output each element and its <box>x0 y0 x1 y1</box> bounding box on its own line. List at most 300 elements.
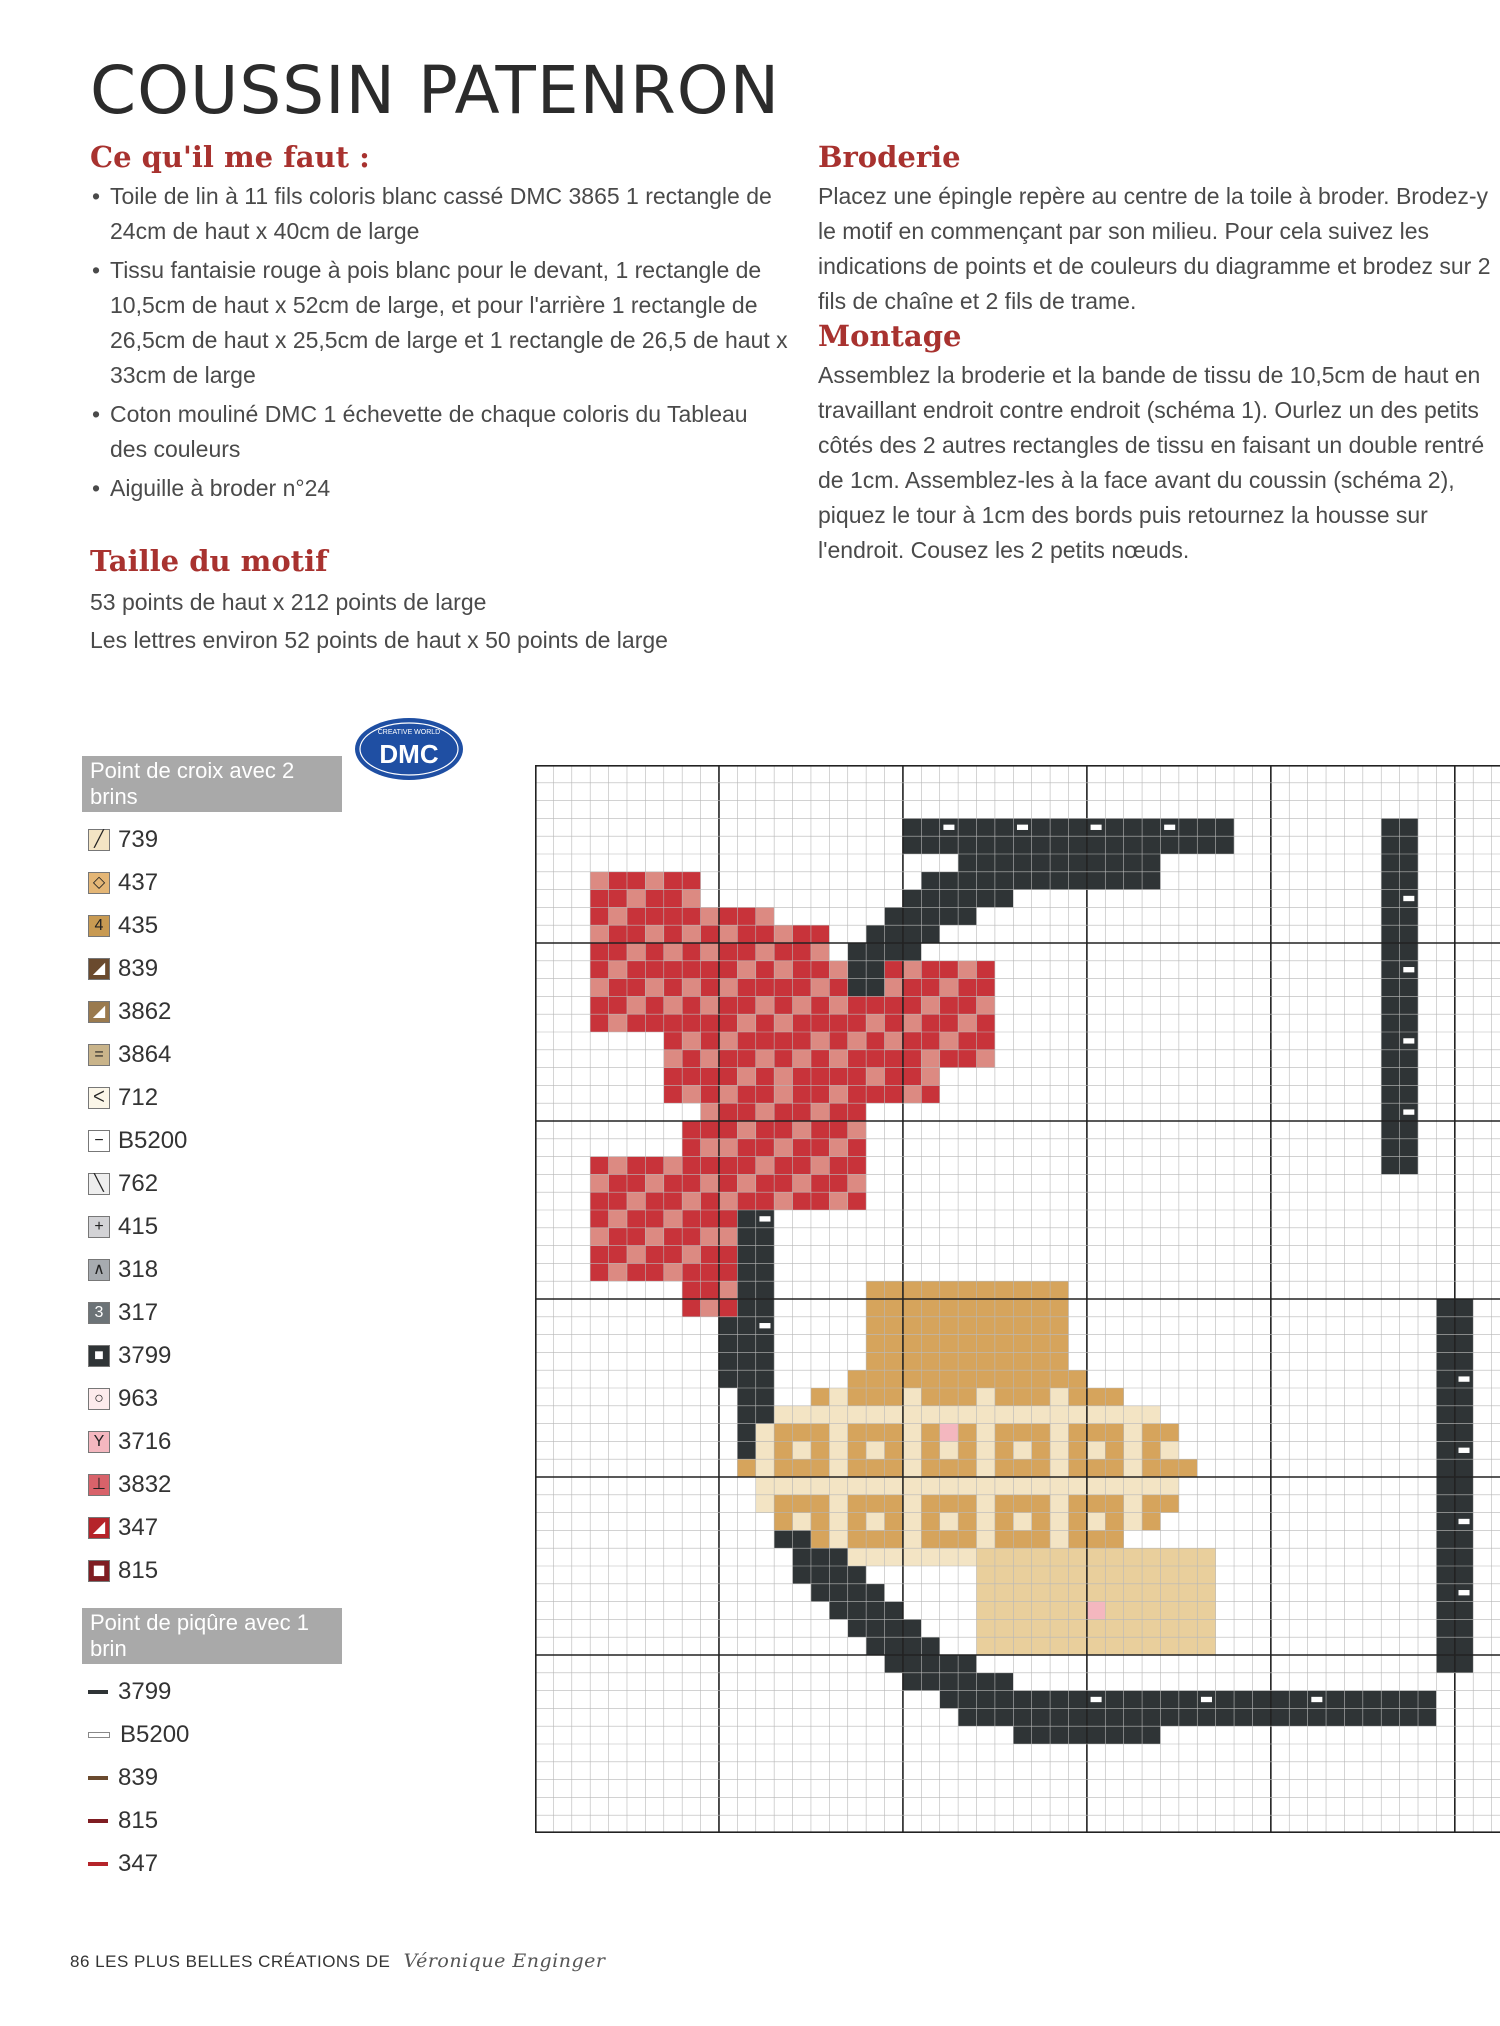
stitch-dark <box>1363 1691 1381 1709</box>
stitch-dark <box>811 1566 829 1584</box>
stitch-dark <box>1032 1726 1050 1744</box>
stitch-cat <box>1142 1513 1160 1531</box>
cross-stitch-chart <box>535 765 1500 1833</box>
stitch-dark <box>1455 1530 1473 1548</box>
stitch-cat <box>1068 1530 1086 1548</box>
stitch-red <box>829 1157 847 1175</box>
stitch-pink <box>866 1014 884 1032</box>
stitch-cat <box>811 1441 829 1459</box>
stitch-dark <box>774 1530 792 1548</box>
stitch-pink <box>664 943 682 961</box>
stitch-dark <box>1197 836 1215 854</box>
stitch-red <box>682 1210 700 1228</box>
stitch-white-dot <box>1458 1376 1469 1381</box>
stitch-dark <box>1455 1352 1473 1370</box>
stitch-cat <box>1032 1637 1050 1655</box>
stitch-dark <box>1050 1726 1068 1744</box>
stitch-red <box>609 996 627 1014</box>
stitch-cat <box>995 1584 1013 1602</box>
stitch-dark <box>1344 1708 1362 1726</box>
stitch-pink <box>737 1174 755 1192</box>
stitch-dark <box>885 1655 903 1673</box>
stitch-pink <box>921 1068 939 1086</box>
stitch-dark <box>921 872 939 890</box>
stitch-cat <box>1142 1602 1160 1620</box>
stitch-cat <box>903 1441 921 1459</box>
stitch-red <box>866 1032 884 1050</box>
stitch-dark <box>1436 1335 1454 1353</box>
stitch-red <box>774 943 792 961</box>
stitch-dark <box>1105 1726 1123 1744</box>
stitch-pink <box>590 872 608 890</box>
stitch-cat <box>1197 1619 1215 1637</box>
stitch-cat <box>958 1281 976 1299</box>
stitch-cat <box>1013 1566 1031 1584</box>
stitch-red <box>682 1157 700 1175</box>
stitch-pink <box>701 907 719 925</box>
stitch-paw <box>1087 1602 1105 1620</box>
stitch-red <box>627 925 645 943</box>
stitch-dark <box>1344 1691 1362 1709</box>
stitch-dark <box>1400 996 1418 1014</box>
stitch-cat <box>1105 1513 1123 1531</box>
stitch-cat <box>1124 1637 1142 1655</box>
stitch-cat <box>1105 1530 1123 1548</box>
stitch-cat <box>1013 1459 1031 1477</box>
stitch-pink <box>627 890 645 908</box>
stitch-dark <box>1381 818 1399 836</box>
stitch-pink <box>793 1050 811 1068</box>
stitch-cat <box>829 1477 847 1495</box>
stitch-cat <box>1142 1495 1160 1513</box>
stitch-dark <box>737 1263 755 1281</box>
stitch-red <box>811 1174 829 1192</box>
stitch-red <box>756 925 774 943</box>
stitch-cat <box>811 1477 829 1495</box>
stitch-cat <box>958 1513 976 1531</box>
stitch-cat <box>1050 1388 1068 1406</box>
stitch-cat <box>885 1530 903 1548</box>
stitch-cat <box>921 1441 939 1459</box>
stitch-cat <box>1142 1548 1160 1566</box>
stitch-dark <box>903 818 921 836</box>
stitch-red <box>848 1050 866 1068</box>
stitch-cat <box>1032 1406 1050 1424</box>
stitch-cat <box>848 1370 866 1388</box>
stitch-pink <box>903 1085 921 1103</box>
stitch-dark <box>903 1655 921 1673</box>
stitch-red <box>664 872 682 890</box>
stitch-dark <box>719 1370 737 1388</box>
stitch-dark <box>1381 996 1399 1014</box>
stitch-red <box>664 925 682 943</box>
stitch-cat <box>940 1513 958 1531</box>
stitch-dark <box>1087 872 1105 890</box>
stitch-dark <box>1381 854 1399 872</box>
stitch-cat <box>1032 1441 1050 1459</box>
stitch-pink <box>701 943 719 961</box>
stitch-dark <box>885 925 903 943</box>
legend-code: 3864 <box>118 1040 172 1068</box>
stitch-cat <box>995 1513 1013 1531</box>
stitch-cat <box>1068 1602 1086 1620</box>
legend-code: 963 <box>118 1384 159 1412</box>
stitch-red <box>737 907 755 925</box>
stitch-pink <box>664 996 682 1014</box>
stitch-dark <box>1142 836 1160 854</box>
stitch-red <box>627 1210 645 1228</box>
stitch-red <box>829 1032 847 1050</box>
stitch-red <box>627 907 645 925</box>
stitch-cat <box>1068 1584 1086 1602</box>
stitch-dark <box>1142 1726 1160 1744</box>
stitch-cat <box>1142 1424 1160 1442</box>
stitch-cat <box>903 1495 921 1513</box>
stitch-dark <box>737 1388 755 1406</box>
stitch-pink <box>719 1085 737 1103</box>
stitch-red <box>682 1299 700 1317</box>
stitch-cat <box>903 1459 921 1477</box>
stitch-pink <box>719 979 737 997</box>
stitch-pink <box>885 1032 903 1050</box>
list-item: • Tissu fantaisie rouge à pois blanc pour le devant, 1 rectangle de 10,5cm de haut x 52cm de large, et pour l'arrière 1 rectangle de 26,5cm de haut x 25,5cm de large et 1 rectangle de 26,5 de haut x 33cm de large <box>90 253 790 393</box>
stitch-red <box>701 1032 719 1050</box>
stitch-red <box>774 996 792 1014</box>
stitch-white-dot <box>1403 896 1414 901</box>
stitch-pink <box>737 1121 755 1139</box>
stitch-dark <box>1142 1691 1160 1709</box>
stitch-pink <box>793 1174 811 1192</box>
stitch-pink <box>701 996 719 1014</box>
stitch-pink <box>609 907 627 925</box>
list-item: • Toile de lin à 11 fils coloris blanc cassé DMC 3865 1 rectangle de 24cm de haut x 40cm de large <box>90 179 790 249</box>
stitch-dark <box>793 1530 811 1548</box>
stitch-pink <box>940 1032 958 1050</box>
stitch-cat <box>903 1406 921 1424</box>
stitch-cat <box>958 1388 976 1406</box>
stitch-cat <box>977 1370 995 1388</box>
stitch-red <box>719 943 737 961</box>
stitch-cat <box>903 1513 921 1531</box>
stitch-dark <box>737 1299 755 1317</box>
stitch-white-dot <box>1458 1448 1469 1453</box>
stitch-dark <box>958 836 976 854</box>
stitch-dark <box>1381 961 1399 979</box>
legend-item <box>82 1549 342 1592</box>
stitch-cat <box>1068 1619 1086 1637</box>
stitch-cat <box>977 1477 995 1495</box>
stitch-red <box>958 996 976 1014</box>
stitch-dark <box>1455 1477 1473 1495</box>
stitch-cat <box>958 1459 976 1477</box>
legend-code: 317 <box>118 1298 159 1326</box>
stitch-cat <box>885 1459 903 1477</box>
stitch-red <box>664 1032 682 1050</box>
stitch-red <box>885 1014 903 1032</box>
stitch-dark <box>1179 1708 1197 1726</box>
stitch-red <box>719 1174 737 1192</box>
stitch-pink <box>609 1263 627 1281</box>
stitch-red <box>774 1032 792 1050</box>
stitch-dark <box>1381 1708 1399 1726</box>
stitch-dark <box>903 1637 921 1655</box>
stitch-cat <box>1050 1495 1068 1513</box>
stitch-cat <box>921 1281 939 1299</box>
stitch-cat <box>1124 1424 1142 1442</box>
stitch-dark <box>977 890 995 908</box>
stitch-cat <box>995 1459 1013 1477</box>
stitch-dark <box>848 1602 866 1620</box>
legend-item <box>82 1670 342 1713</box>
stitch-dark <box>885 1602 903 1620</box>
stitch-dark <box>737 1210 755 1228</box>
stitch-dark <box>1436 1441 1454 1459</box>
stitch-cat <box>1050 1424 1068 1442</box>
stitch-red <box>664 1228 682 1246</box>
stitch-dark <box>977 854 995 872</box>
stitch-pink <box>940 979 958 997</box>
stitch-pink <box>737 1014 755 1032</box>
stitch-dark <box>995 818 1013 836</box>
stitch-dark <box>1381 1085 1399 1103</box>
stitch-red <box>756 1068 774 1086</box>
stitch-dark <box>1400 979 1418 997</box>
stitch-dark <box>1050 872 1068 890</box>
stitch-red <box>829 1121 847 1139</box>
stitch-pink <box>590 1174 608 1192</box>
stitch-cat <box>958 1370 976 1388</box>
stitch-cat <box>774 1424 792 1442</box>
stitch-red <box>940 1014 958 1032</box>
stitch-pink <box>609 1210 627 1228</box>
stitch-dark <box>1436 1299 1454 1317</box>
stitch-dark <box>921 907 939 925</box>
stitch-red <box>811 1050 829 1068</box>
stitch-cat <box>940 1335 958 1353</box>
stitch-dark <box>1455 1317 1473 1335</box>
stitch-red <box>645 1263 663 1281</box>
broderie-text: Placez une épingle repère au centre de la toile à broder. Brodez-y le motif en commençant par son milieu. Pour cela suivez les indications de points et de couleurs du diagramme et brodez sur 2 fils de chaîne et 2 fils de trame. <box>818 182 1491 314</box>
stitch-cat <box>977 1459 995 1477</box>
stitch-red <box>756 979 774 997</box>
stitch-cat <box>1068 1441 1086 1459</box>
stitch-pink <box>590 925 608 943</box>
stitch-cat <box>885 1388 903 1406</box>
stitch-cat <box>1032 1619 1050 1637</box>
stitch-dark <box>1381 890 1399 908</box>
stitch-cat <box>940 1548 958 1566</box>
logo-brand: DMC <box>379 739 439 769</box>
stitch-cat <box>1105 1619 1123 1637</box>
stitch-dark <box>977 1708 995 1726</box>
stitch-cat <box>1160 1602 1178 1620</box>
stitch-cat <box>1179 1637 1197 1655</box>
stitch-cat <box>848 1424 866 1442</box>
stitch-cat <box>903 1281 921 1299</box>
stitch-cat <box>1050 1548 1068 1566</box>
stitch-red <box>701 1192 719 1210</box>
stitch-dark <box>1436 1619 1454 1637</box>
stitch-dark <box>1363 1708 1381 1726</box>
stitch-dark <box>1400 836 1418 854</box>
stitch-cat <box>977 1548 995 1566</box>
stitch-cat <box>1124 1495 1142 1513</box>
stitch-red <box>921 1014 939 1032</box>
stitch-cat <box>977 1424 995 1442</box>
legend-swatch: Y <box>88 1431 110 1453</box>
legend-item <box>82 1842 342 1885</box>
stitch-dark <box>1455 1602 1473 1620</box>
stitch-red <box>903 1032 921 1050</box>
stitch-dark <box>1455 1548 1473 1566</box>
stitch-cat <box>1087 1548 1105 1566</box>
stitch-dark <box>1216 1691 1234 1709</box>
stitch-dark <box>958 1655 976 1673</box>
stitch-cat <box>848 1530 866 1548</box>
stitch-pink <box>627 1192 645 1210</box>
stitch-cat <box>1032 1584 1050 1602</box>
stitch-cat <box>811 1530 829 1548</box>
left-column <box>90 140 790 659</box>
stitch-red <box>793 1085 811 1103</box>
stitch-cat <box>1105 1637 1123 1655</box>
stitch-cat <box>1068 1548 1086 1566</box>
stitch-dark <box>903 1673 921 1691</box>
stitch-red <box>719 1068 737 1086</box>
stitch-cat <box>1179 1459 1197 1477</box>
size-heading: Taille du motif <box>90 543 328 578</box>
stitch-red <box>774 1103 792 1121</box>
stitch-red <box>719 1299 737 1317</box>
stitch-cat <box>940 1352 958 1370</box>
stitch-dark <box>793 1566 811 1584</box>
stitch-cat <box>793 1495 811 1513</box>
stitch-dark <box>1400 925 1418 943</box>
stitch-cat <box>1160 1619 1178 1637</box>
stitch-cat <box>1160 1584 1178 1602</box>
stitch-red <box>866 996 884 1014</box>
legend-code: 815 <box>118 1806 159 1834</box>
stitch-red <box>701 1210 719 1228</box>
stitch-cat <box>995 1441 1013 1459</box>
stitch-cat <box>921 1317 939 1335</box>
stitch-dark <box>1400 1050 1418 1068</box>
stitch-red <box>682 907 700 925</box>
stitch-red <box>590 943 608 961</box>
stitch-dark <box>1179 836 1197 854</box>
stitch-pink <box>701 1139 719 1157</box>
stitch-cat <box>1032 1530 1050 1548</box>
legend-back-heading: Point de piqûre avec 1 brin <box>82 1608 342 1664</box>
stitch-cat <box>940 1388 958 1406</box>
stitch-red <box>682 872 700 890</box>
stitch-cat <box>885 1281 903 1299</box>
stitch-dark <box>1032 1708 1050 1726</box>
legend-code: 712 <box>118 1083 159 1111</box>
stitch-red <box>590 1246 608 1264</box>
legend-item <box>82 904 342 947</box>
stitch-dark <box>1381 979 1399 997</box>
stitch-red <box>774 1050 792 1068</box>
stitch-cat <box>866 1406 884 1424</box>
stitch-cat <box>921 1299 939 1317</box>
legend-item <box>82 818 342 861</box>
stitch-cat <box>793 1406 811 1424</box>
stitch-cat <box>1032 1548 1050 1566</box>
stitch-red <box>682 1174 700 1192</box>
stitch-cat <box>811 1406 829 1424</box>
stitch-dark <box>1455 1299 1473 1317</box>
stitch-cat <box>921 1477 939 1495</box>
stitch-dark <box>1400 854 1418 872</box>
stitch-red <box>829 1068 847 1086</box>
stitch-cat <box>756 1495 774 1513</box>
stitch-red <box>737 1157 755 1175</box>
stitch-cat <box>1124 1619 1142 1637</box>
stitch-cat <box>1068 1370 1086 1388</box>
stitch-red <box>609 925 627 943</box>
legend-code: 435 <box>118 911 159 939</box>
stitch-cat <box>977 1566 995 1584</box>
stitch-cat <box>1050 1566 1068 1584</box>
stitch-red <box>848 1192 866 1210</box>
stitch-dark <box>866 943 884 961</box>
stitch-pink <box>848 1032 866 1050</box>
stitch-pink <box>774 1085 792 1103</box>
stitch-cat <box>774 1513 792 1531</box>
legend-item <box>82 861 342 904</box>
legend-code: 415 <box>118 1212 159 1240</box>
legend-code: 739 <box>118 825 159 853</box>
stitch-white-dot <box>759 1216 770 1221</box>
page-title: COUSSIN PATENRON <box>90 52 781 129</box>
legend-item <box>82 1076 342 1119</box>
stitch-pink <box>774 961 792 979</box>
stitch-dark <box>1124 836 1142 854</box>
stitch-pink <box>829 1050 847 1068</box>
stitch-red <box>590 961 608 979</box>
stitch-red <box>793 1192 811 1210</box>
legend-swatch: ◇ <box>88 872 110 894</box>
dmc-logo <box>353 716 466 782</box>
stitch-cat <box>1105 1602 1123 1620</box>
stitch-red <box>848 1014 866 1032</box>
stitch-dark <box>756 1406 774 1424</box>
stitch-dark <box>1032 854 1050 872</box>
stitch-cat <box>829 1513 847 1531</box>
stitch-dark <box>737 1424 755 1442</box>
legend-cross-stitch <box>82 756 342 1592</box>
stitch-cat <box>1105 1477 1123 1495</box>
stitch-red <box>793 979 811 997</box>
stitch-red <box>609 1174 627 1192</box>
stitch-dark <box>1105 872 1123 890</box>
size-text <box>90 583 790 659</box>
stitch-dark <box>903 890 921 908</box>
stitch-dark <box>756 1281 774 1299</box>
stitch-dark <box>1326 1691 1344 1709</box>
stitch-cat <box>1124 1566 1142 1584</box>
stitch-pink <box>977 1050 995 1068</box>
stitch-red <box>737 1085 755 1103</box>
stitch-red <box>848 996 866 1014</box>
legend-code: 839 <box>118 1763 159 1791</box>
stitch-red <box>774 1121 792 1139</box>
stitch-cat <box>958 1548 976 1566</box>
stitch-cat <box>1032 1352 1050 1370</box>
stitch-pink <box>811 1032 829 1050</box>
stitch-red <box>682 1121 700 1139</box>
